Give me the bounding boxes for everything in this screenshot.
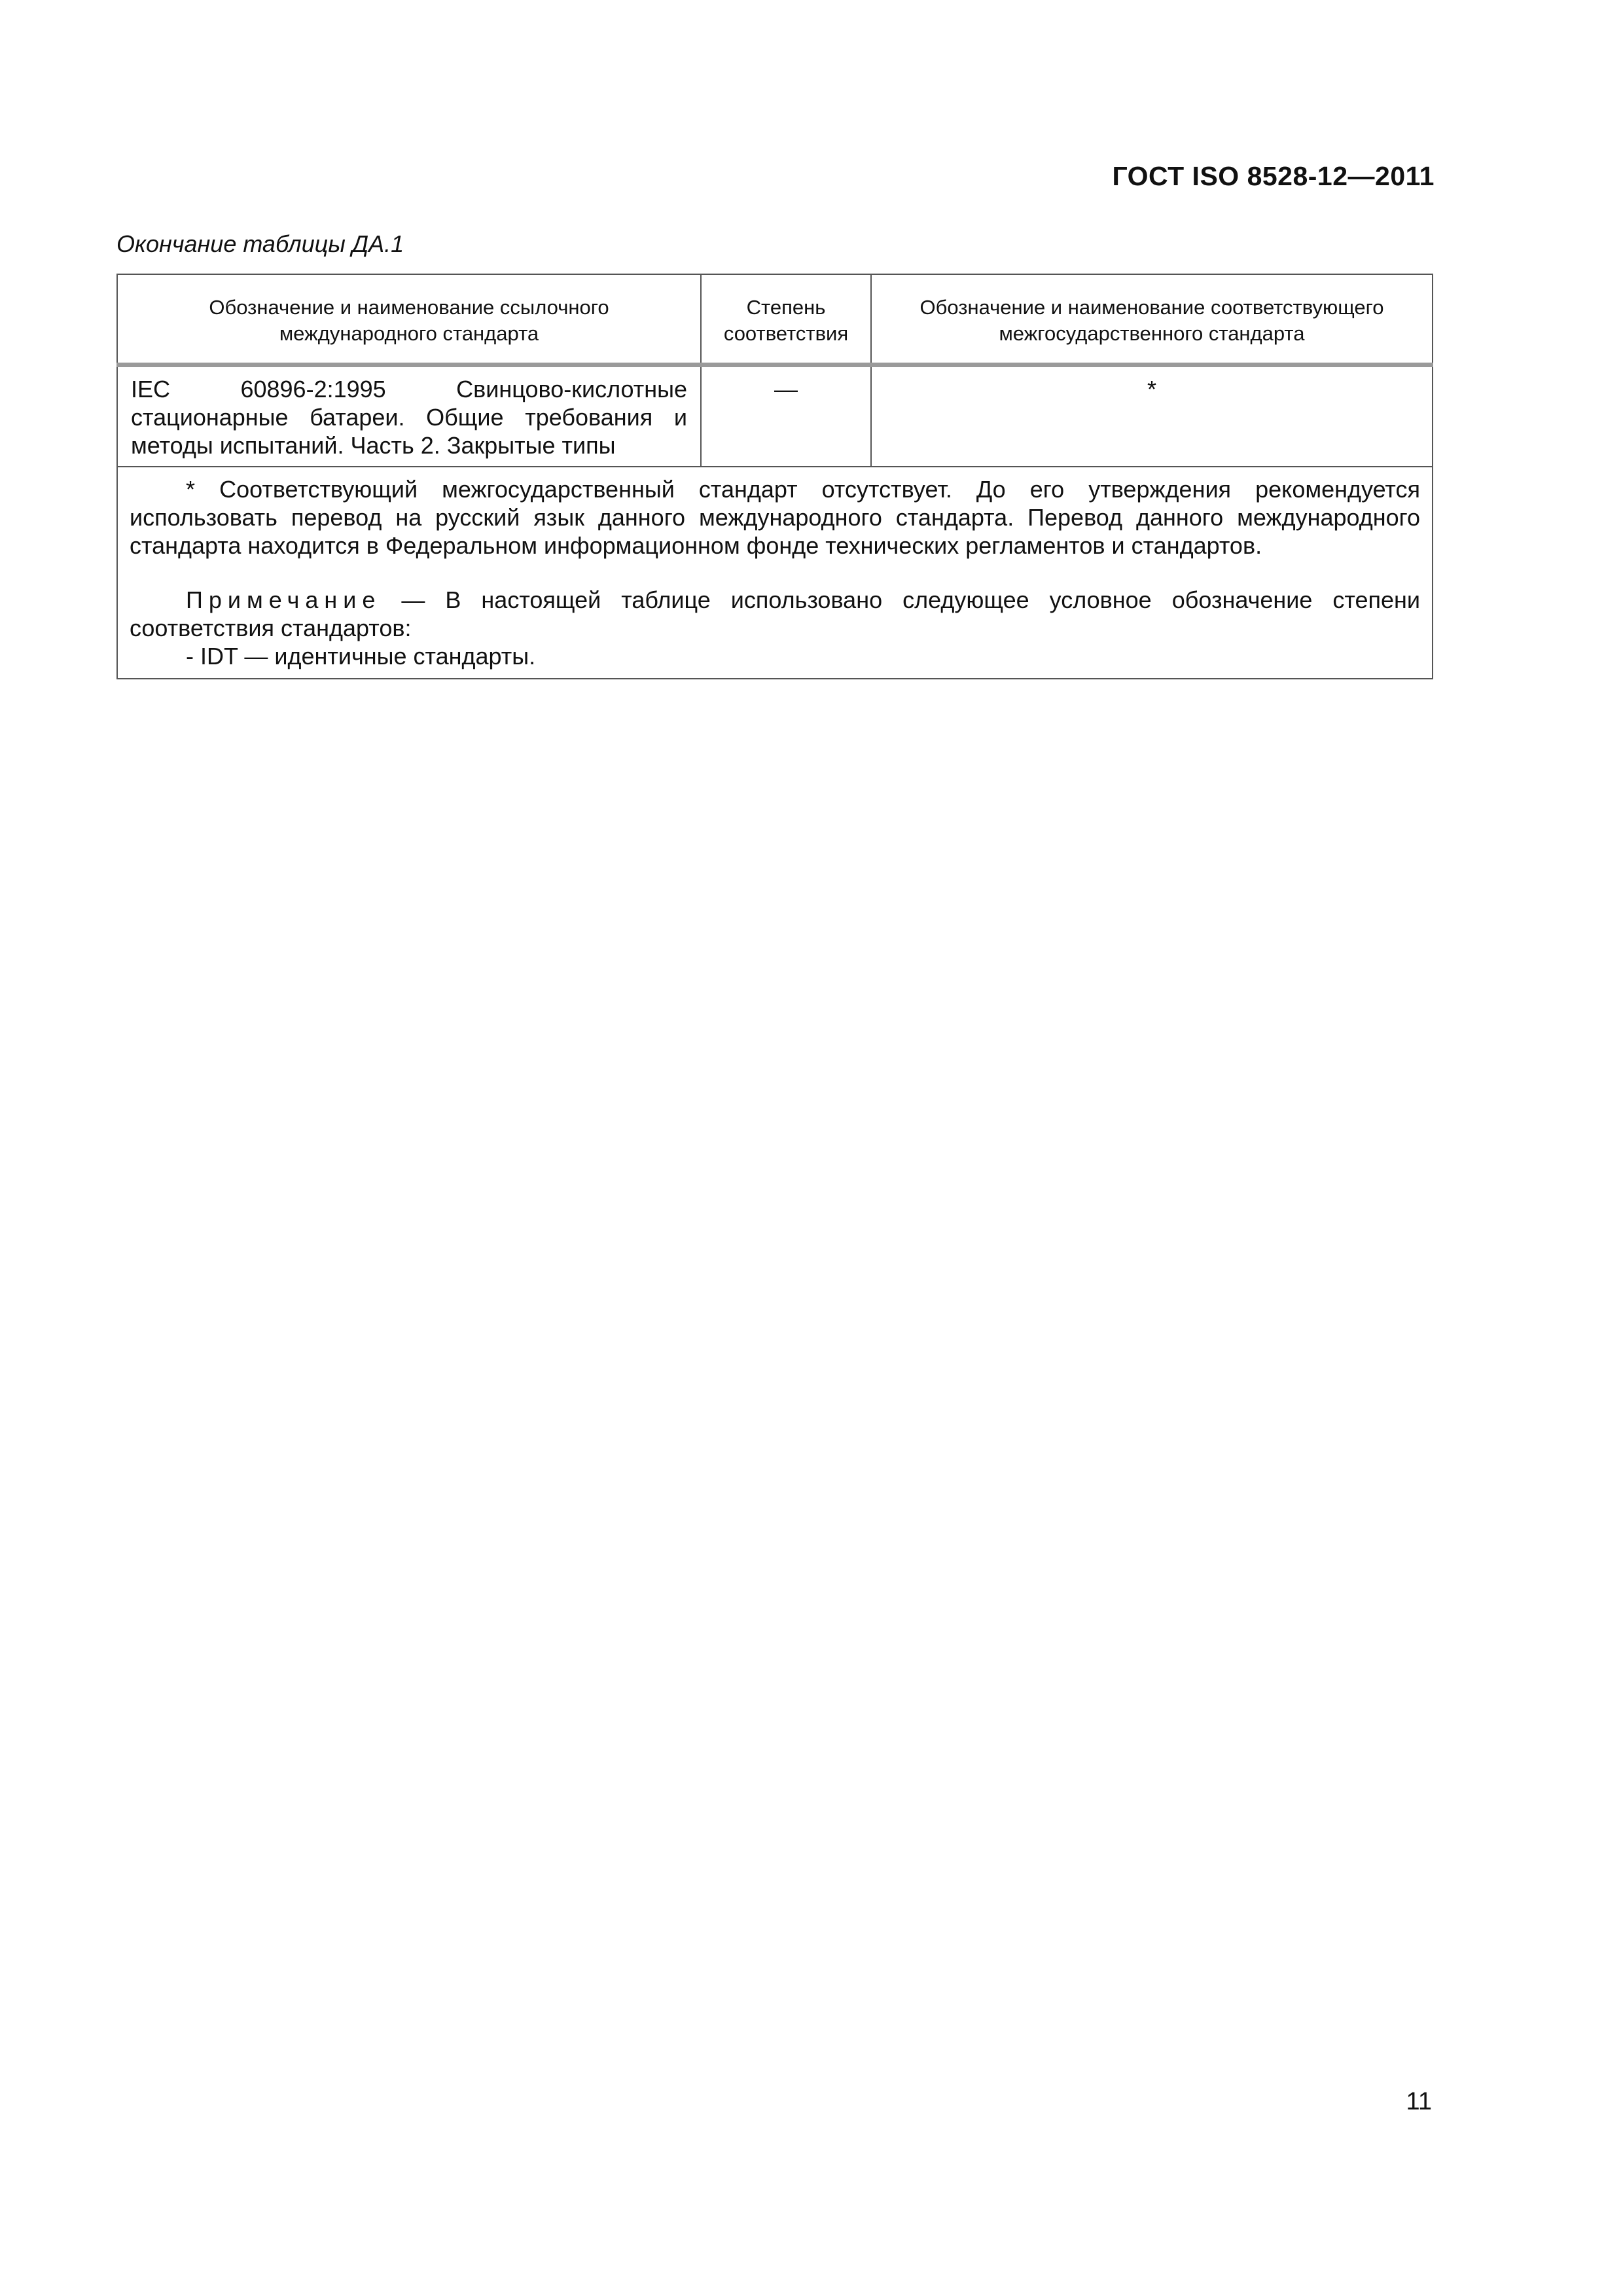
table-note [130, 586, 1420, 642]
document-designation: ГОСТ ISO 8528-12—2011 [1112, 161, 1435, 191]
table-header-row [117, 274, 1433, 365]
degree-cell: — [701, 365, 871, 467]
column-header-reference: Обозначение и наименование ссылочного международного стандарта [117, 274, 701, 365]
notes-cell [117, 467, 1433, 679]
page-number: 11 [1406, 2088, 1432, 2115]
reference-standard-cell: IEC 60896-2:1995 Свинцово-кислотные стационарные батареи. Общие требования и методы испытаний. Часть 2. Закрытые типы [117, 365, 701, 467]
column-header-degree: Степень соответствия [701, 274, 871, 365]
note-label: Примечание [186, 586, 382, 613]
note-list-item: - IDT — идентичные стандарты. [186, 643, 536, 670]
column-header-analog: Обозначение и наименование соответствующего межгосударственного стандарта [871, 274, 1433, 365]
table-footnote: * Соответствующий межгосударственный стандарт отсутствует. До его утверждения рекомендуется использовать перевод на русский язык данного международного стандарта. Перевод данного международного стандарта находится в Федеральном информационном фонде технических регламентов и стандартов. [130, 476, 1420, 559]
table-caption: Окончание таблицы ДА.1 [116, 230, 404, 257]
table-row [117, 365, 1433, 467]
standards-table [116, 274, 1432, 679]
notes-row [117, 467, 1433, 679]
analog-standard-cell: * [871, 365, 1433, 467]
note-text: — В настоящей таблице использовано следующее условное обозначение степени соответствия стандартов: [130, 586, 1420, 641]
